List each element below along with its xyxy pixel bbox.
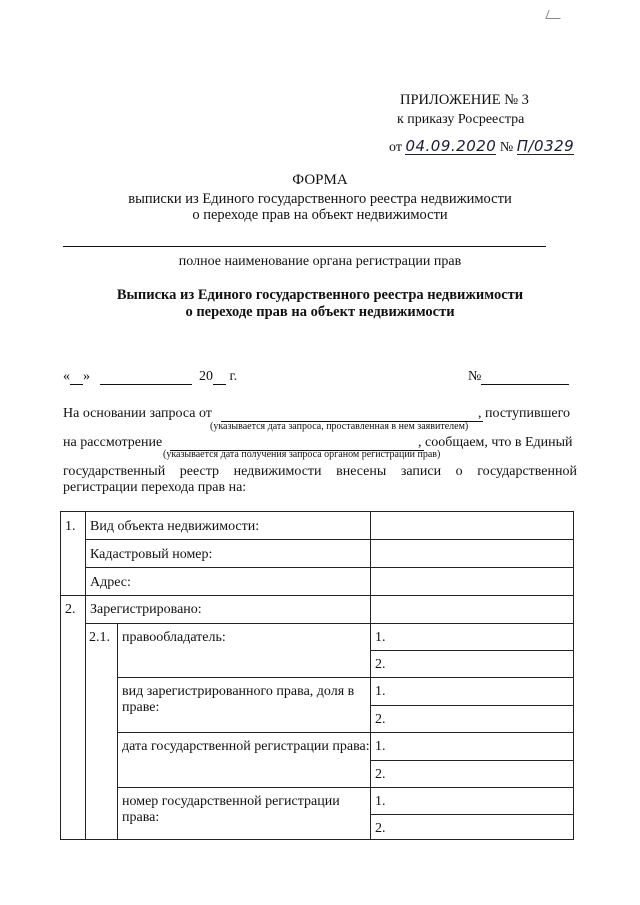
registration-number-item-2: 2. — [375, 821, 386, 836]
order-date-handwritten: 04.09.2020 — [405, 137, 497, 155]
appendix-order: к приказу Росреестра — [397, 112, 525, 127]
order-line — [389, 139, 574, 156]
right-kind-label-line1: вид зарегистрированного права, доля в — [122, 684, 355, 699]
right-kind-label-line2: праве: — [122, 700, 160, 715]
row-line — [117, 787, 573, 788]
request-text: На основании запроса от — [63, 406, 212, 421]
registry-word: государственный — [63, 464, 166, 479]
month-blank — [100, 370, 192, 385]
org-caption: полное наименование органа регистрации прав — [178, 254, 462, 269]
object-kind-label: Вид объекта недвижимости: — [90, 519, 260, 534]
row-line — [117, 677, 573, 678]
order-from-label: от — [389, 140, 402, 155]
col-line — [117, 623, 118, 839]
address-label: Адрес: — [90, 575, 131, 590]
row-line — [85, 539, 573, 540]
registry-word: реестр — [179, 464, 220, 479]
day-blank — [70, 370, 83, 385]
number-blank — [481, 370, 569, 385]
row-line — [61, 595, 573, 596]
extract-table — [60, 511, 574, 840]
row-line — [370, 650, 573, 651]
registry-word: государственной — [477, 464, 577, 479]
row-line — [85, 567, 573, 568]
year-blank — [213, 370, 226, 385]
holder-item-1: 1. — [375, 630, 386, 645]
form-subtitle-line2: о переходе прав на объект недвижимости — [192, 207, 448, 223]
paragraph-registry — [63, 464, 577, 480]
right-kind-item-2: 2. — [375, 712, 386, 727]
date-line — [63, 369, 237, 385]
form-title: ФОРМА — [292, 172, 348, 188]
registered-label: Зарегистрировано: — [90, 602, 202, 617]
open-quote: « — [63, 369, 70, 384]
registry-word: недвижимости — [233, 464, 322, 479]
registry-word: внесены — [336, 464, 387, 479]
registry-word: записи — [400, 464, 442, 479]
request-suffix: , поступившего — [478, 406, 570, 421]
number-line — [468, 369, 569, 385]
row-line — [117, 732, 573, 733]
appendix-title: ПРИЛОЖЕНИЕ № 3 — [400, 92, 529, 108]
form-subtitle-line1: выписки из Единого государственного реестра недвижимости — [128, 191, 512, 207]
row-line — [370, 814, 573, 815]
extract-heading-line1: Выписка из Единого государственного реестра недвижимости — [116, 287, 524, 303]
registration-number-label-line1: номер государственной регистрации — [122, 794, 340, 809]
cadastral-number-label: Кадастровый номер: — [90, 547, 213, 562]
paragraph-request — [63, 406, 483, 422]
order-number-handwritten: П/0329 — [516, 137, 575, 155]
row-line — [370, 705, 573, 706]
request-date-blank — [221, 407, 483, 422]
registration-date-item-2: 2. — [375, 767, 386, 782]
registration-date-item-1: 1. — [375, 739, 386, 754]
paragraph-transfer: регистрации перехода прав на: — [63, 480, 247, 495]
corner-mark — [545, 10, 563, 19]
row-number: 2. — [65, 602, 76, 617]
right-kind-item-1: 1. — [375, 684, 386, 699]
right-holder-label: правообладатель: — [122, 630, 226, 645]
row-number: 1. — [65, 519, 76, 534]
org-name-line — [63, 246, 546, 247]
extract-heading-line2: о переходе прав на объект недвижимости — [185, 304, 455, 320]
registration-date-label: дата государственной регистрации права: — [122, 739, 370, 754]
subrow-number: 2.1. — [89, 630, 110, 645]
registration-number-label-line2: права: — [122, 810, 160, 825]
col-line — [85, 512, 86, 839]
request-caption: (указывается дата запроса, проставленная в нем заявителем) — [210, 421, 469, 432]
registry-word: о — [455, 464, 463, 479]
close-quote: » — [83, 369, 90, 384]
col-line — [370, 623, 371, 839]
holder-item-2: 2. — [375, 657, 386, 672]
order-number-label: № — [499, 140, 514, 155]
registration-number-item-1: 1. — [375, 794, 386, 809]
review-suffix: , сообщаем, что в Единый — [418, 435, 573, 450]
row-line — [370, 760, 573, 761]
row-line — [85, 623, 573, 624]
number-label: № — [468, 369, 482, 384]
year-suffix: г. — [226, 369, 238, 384]
year-prefix: 20 — [199, 369, 213, 384]
review-caption: (указывается дата получения запроса органом регистрации прав) — [163, 449, 441, 460]
review-text: на рассмотрение — [63, 435, 163, 450]
